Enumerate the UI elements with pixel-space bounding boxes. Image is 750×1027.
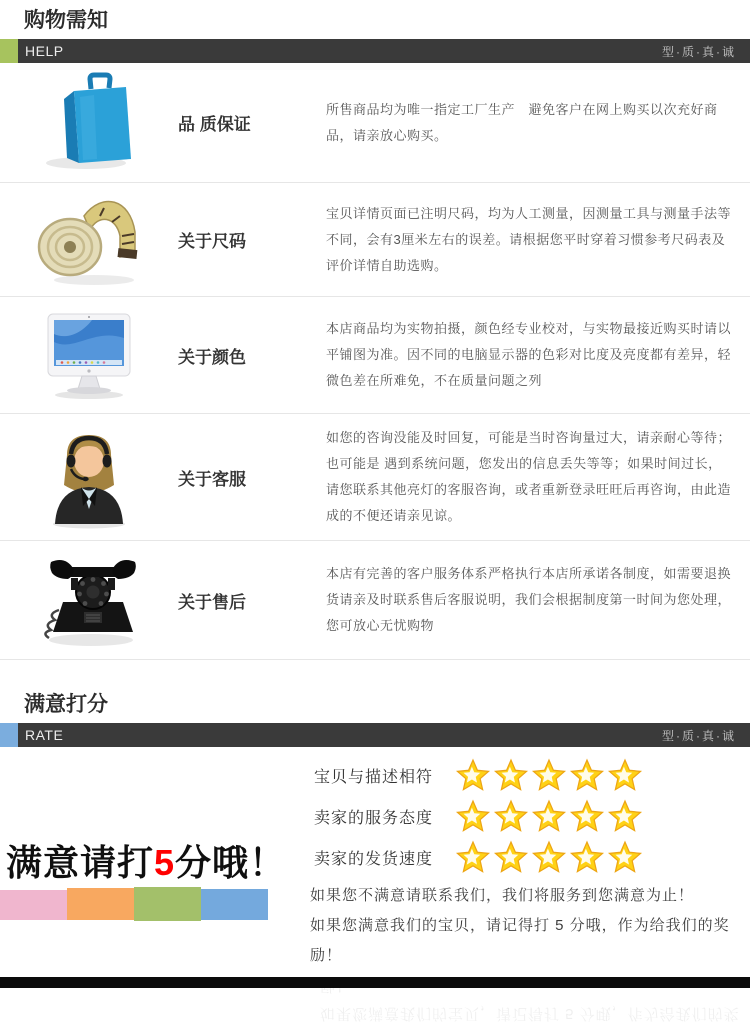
star-icon xyxy=(532,759,566,792)
color-block xyxy=(67,888,134,920)
help-row-title: 关于客服 xyxy=(178,469,246,489)
help-row-service xyxy=(0,414,750,541)
rate-bar-slogan: 型·质·真·诚 xyxy=(662,728,736,743)
help-row-size xyxy=(0,183,750,297)
help-section-bar xyxy=(0,39,750,63)
rate-section-bar xyxy=(0,723,750,747)
help-bar-label: HELP xyxy=(25,43,64,59)
section-gap xyxy=(0,660,750,684)
color-block xyxy=(201,889,268,920)
rate-row-shipping xyxy=(300,837,750,878)
help-row-text: 如您的咨询没能及时回复，可能是当时咨询量过大，请亲耐心等待；也可能是 遇到系统问题，您发出的信息丢失等等；如果时间过长，请您联系其他亮灯的客服咨询，或者重新登录旺旺后再咨询，由此造成的不便还请亲见谅。 xyxy=(326,430,732,523)
promo-prefix: 满意请打 xyxy=(6,842,155,883)
help-row-title: 关于售后 xyxy=(178,592,246,612)
telephone-icon xyxy=(0,550,178,650)
help-row-quality xyxy=(0,63,750,183)
rate-row-label: 卖家的服务态度 xyxy=(314,810,434,827)
help-row-text: 本店商品均为实物拍摄，颜色经专业校对，与实物最接近购买时请以平铺图为准。因不同的电脑显示器的色彩对比度及亮度都有差异，轻微色差在所难免，不在质量问题之列 xyxy=(326,321,732,388)
rate-row-attitude xyxy=(300,796,750,837)
rate-body xyxy=(0,747,750,1022)
star-icon xyxy=(608,800,642,833)
star-icon xyxy=(570,759,604,792)
promo-suffix: 分哦！ xyxy=(175,842,287,883)
promo-text xyxy=(6,835,286,886)
customer-service-icon xyxy=(0,425,178,530)
help-section-title: 购物需知 xyxy=(24,9,108,32)
note-reflection: 如果您满意我们的宝贝，请记得打 5 分哦，作为给我们的奖 xyxy=(320,1005,740,1022)
star-icon xyxy=(570,800,604,833)
star-rating xyxy=(456,800,642,833)
rate-bar-label: RATE xyxy=(25,727,64,743)
note-line: 如果您不满意请联系我们，我们将服务到您满意为止！ xyxy=(310,887,695,904)
rate-section-title: 满意打分 xyxy=(24,693,108,716)
rate-notes xyxy=(300,881,750,1027)
rate-rows xyxy=(300,747,750,1022)
promo-highlight: 5 xyxy=(154,842,176,883)
rate-row-label: 宝贝与描述相符 xyxy=(314,769,434,786)
help-row-text: 宝贝详情页面已注明尺码，均为人工测量，因测量工具与测量手法等不同，会有3厘米左右的误差。请根据您平时穿着习惯参考尺码表及评价详情自助选购。 xyxy=(326,205,732,273)
note-line: 如果您满意我们的宝贝，请记得打 5 分哦，作为给我们的奖励！ xyxy=(310,917,730,964)
footer-bar xyxy=(0,977,750,988)
shopping-bag-icon xyxy=(0,73,178,173)
star-icon xyxy=(494,800,528,833)
help-row-aftersales xyxy=(0,541,750,660)
imac-monitor-icon xyxy=(0,308,178,403)
star-icon xyxy=(494,841,528,874)
help-row-title: 关于尺码 xyxy=(178,232,246,251)
star-icon xyxy=(608,759,642,792)
star-icon xyxy=(532,800,566,833)
star-rating xyxy=(456,841,642,874)
color-block xyxy=(0,890,67,920)
color-blocks xyxy=(0,888,268,921)
star-icon xyxy=(608,841,642,874)
help-accent-block xyxy=(0,39,18,63)
rate-section xyxy=(0,684,750,1022)
star-icon xyxy=(456,841,490,874)
star-icon xyxy=(456,759,490,792)
rate-accent-block xyxy=(0,723,18,747)
star-icon xyxy=(494,759,528,792)
rate-row-description xyxy=(300,755,750,796)
help-row-color xyxy=(0,297,750,414)
help-row-title: 关于颜色 xyxy=(178,347,246,367)
help-row-text: 本店有完善的客户服务体系严格执行本店所承诺各制度，如需要退换货请亲及时联系售后客服说明，我们会根据制度第一时间为您处理，您可放心无忧购物 xyxy=(326,566,732,633)
help-bar-slogan: 型·质·真·诚 xyxy=(662,44,736,59)
help-row-title: 品 质保证 xyxy=(178,115,251,134)
star-rating xyxy=(456,759,642,792)
color-block xyxy=(134,887,201,921)
rate-row-label: 卖家的发货速度 xyxy=(314,851,434,868)
star-icon xyxy=(570,841,604,874)
star-icon xyxy=(532,841,566,874)
rate-promo-area xyxy=(0,747,300,979)
star-icon xyxy=(456,800,490,833)
tape-measure-icon xyxy=(0,192,178,287)
help-row-text: 所售商品均为唯一指定工厂生产 避免客户在网上购买以次充好商品，请亲放心购买。 xyxy=(326,101,718,143)
